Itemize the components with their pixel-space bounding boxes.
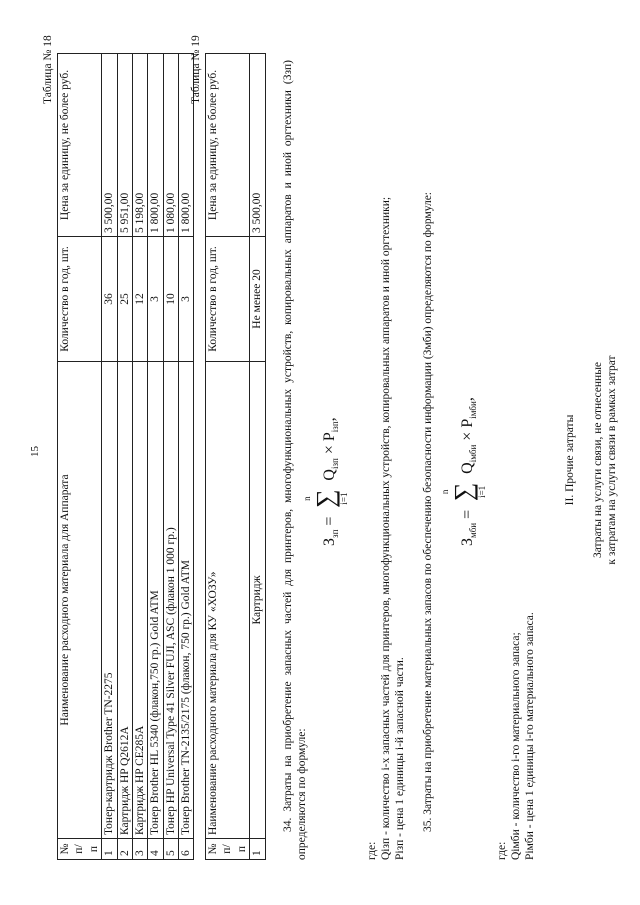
rotated-content bbox=[23, 22, 623, 882]
table18-header-name: Наименование расходного материала для Аппарата bbox=[58, 362, 102, 839]
table19-header-price: Цена за единицу, не более руб. bbox=[206, 54, 250, 237]
formula-p-sub: iзп bbox=[330, 421, 341, 433]
where-34-label: где: bbox=[366, 841, 378, 860]
cell-qty: 12 bbox=[132, 237, 147, 362]
formula-p-sub: iмби bbox=[468, 401, 479, 419]
cell-num: 5 bbox=[163, 839, 178, 860]
formula-lhs-sub: зп bbox=[330, 529, 341, 538]
cell-name: Тонер Brother HL 5340 (флакон,750 гр.) Gold ATM bbox=[148, 362, 163, 839]
formula-q-sub: iмби bbox=[468, 444, 479, 463]
cell-name: Картридж HP CE285A bbox=[132, 362, 147, 839]
table-row bbox=[102, 54, 117, 860]
table18-header bbox=[58, 54, 102, 860]
where-34-line1: Qiзп - количество i-х запасных частей для принтеров, многофункциональных устройств, копировальных аппаратов и иной оргтехники; bbox=[380, 196, 392, 860]
cell-qty: 10 bbox=[163, 237, 178, 362]
sigma bbox=[302, 488, 349, 510]
formula-lhs: З bbox=[321, 537, 338, 546]
cell-num: 2 bbox=[117, 839, 132, 860]
formula-lhs: З bbox=[459, 537, 476, 546]
cell-num: 6 bbox=[179, 839, 194, 860]
sigma-upper: n bbox=[440, 489, 450, 495]
cell-price: 5 198,00 bbox=[132, 54, 147, 237]
cell-price: 1 800,00 bbox=[179, 54, 194, 237]
cell-num: 4 bbox=[148, 839, 163, 860]
formula-q: Q bbox=[321, 469, 338, 481]
section-title: II. Прочие затраты bbox=[564, 414, 576, 506]
cell-num: 1 bbox=[250, 839, 265, 860]
table-row bbox=[250, 54, 265, 860]
table-row bbox=[179, 54, 194, 860]
table18 bbox=[57, 53, 194, 860]
table18-header-price: Цена за единицу, не более руб. bbox=[58, 54, 102, 237]
table-row bbox=[117, 54, 132, 860]
where-35-line2: Piмби - цена 1 единицы i-го материального запаса. bbox=[524, 612, 536, 860]
cell-name: Картридж bbox=[250, 362, 265, 839]
formula-lhs-sub: мби bbox=[468, 522, 479, 538]
formula-35 bbox=[440, 397, 487, 546]
page-number: 15 bbox=[29, 446, 41, 457]
formula-times: × bbox=[321, 445, 338, 455]
cell-price: 1 800,00 bbox=[148, 54, 163, 237]
cell-qty: 25 bbox=[117, 237, 132, 362]
sigma-lower: i=1 bbox=[339, 492, 349, 505]
table18-header-qty: Количество в год, шт. bbox=[58, 237, 102, 362]
cell-qty: 3 bbox=[179, 237, 194, 362]
table19-header-qty: Количество в год, шт. bbox=[206, 237, 250, 362]
cell-name: Картридж HP Q2612A bbox=[117, 362, 132, 839]
formula-eq: = bbox=[459, 509, 476, 519]
table-row bbox=[132, 54, 147, 860]
table18-header-num: № п/п bbox=[58, 839, 102, 860]
formula-q: Q bbox=[459, 462, 476, 474]
cell-qty: 36 bbox=[102, 237, 117, 362]
cell-qty: 3 bbox=[148, 237, 163, 362]
where-34-line2: Piзп - цена 1 единицы i-й запасной части. bbox=[394, 657, 406, 860]
formula-tail: , bbox=[321, 417, 338, 422]
table19-header-name: Наименование расходного материала для КУ «ХОЗУ» bbox=[206, 362, 250, 839]
cell-price: 5 951,00 bbox=[117, 54, 132, 237]
sigma-icon: ∑ bbox=[311, 489, 340, 508]
para-34: 34. Затраты на приобретение запасных частей для принтеров, многофункциональных устройств, копировальных аппаратов и иной оргтехники (Ззп) определяются по формуле: bbox=[282, 60, 309, 860]
formula-tail: , bbox=[459, 397, 476, 402]
formula-34 bbox=[302, 417, 349, 546]
table19-header-num: № п/п bbox=[206, 839, 250, 860]
cell-price: 3 500,00 bbox=[102, 54, 117, 237]
section-sub2: к затратам на услуги связи в рамках затрат bbox=[606, 355, 618, 565]
cell-name: Тонер HP Universal Type 41 Silver FUJI, ASC (флакон 1 000 гр.) bbox=[163, 362, 178, 839]
table-row bbox=[163, 54, 178, 860]
table18-caption: Таблица № 18 bbox=[42, 35, 54, 104]
cell-num: 1 bbox=[102, 839, 117, 860]
table19-header bbox=[206, 54, 250, 860]
sigma-lower: i=1 bbox=[477, 485, 487, 498]
cell-price: 3 500,00 bbox=[250, 54, 265, 237]
sigma-upper: n bbox=[302, 496, 312, 501]
para-35: 35. Затраты на приобретение материальных запасов по обеспечению безопасности информации (Змби) определяются по формуле: bbox=[422, 191, 434, 832]
where-35-line1: Qiмби - количество i-го материального запаса; bbox=[510, 632, 522, 860]
cell-num: 3 bbox=[132, 839, 147, 860]
where-35-label: где: bbox=[496, 841, 508, 860]
sigma-icon: ∑ bbox=[449, 482, 478, 502]
cell-name: Тонер-картридж Brother TN-2275 bbox=[102, 362, 117, 839]
formula-p: P bbox=[321, 432, 338, 442]
cell-qty: Не менее 20 bbox=[250, 237, 265, 362]
formula-q-sub: iзп bbox=[330, 458, 341, 470]
section-sub1: Затраты на услуги связи, не отнесенные bbox=[592, 361, 604, 559]
table-row bbox=[148, 54, 163, 860]
formula-times: × bbox=[459, 431, 476, 441]
formula-eq: = bbox=[321, 516, 338, 526]
table19-caption: Таблица № 19 bbox=[190, 35, 202, 104]
cell-name: Тонер Brother TN-2135/2175 (флакон, 750 гр.) Gold ATM bbox=[179, 362, 194, 839]
formula-p: P bbox=[459, 418, 476, 428]
sigma bbox=[440, 481, 487, 503]
table19 bbox=[205, 53, 266, 860]
cell-price: 1 080,00 bbox=[163, 54, 178, 237]
